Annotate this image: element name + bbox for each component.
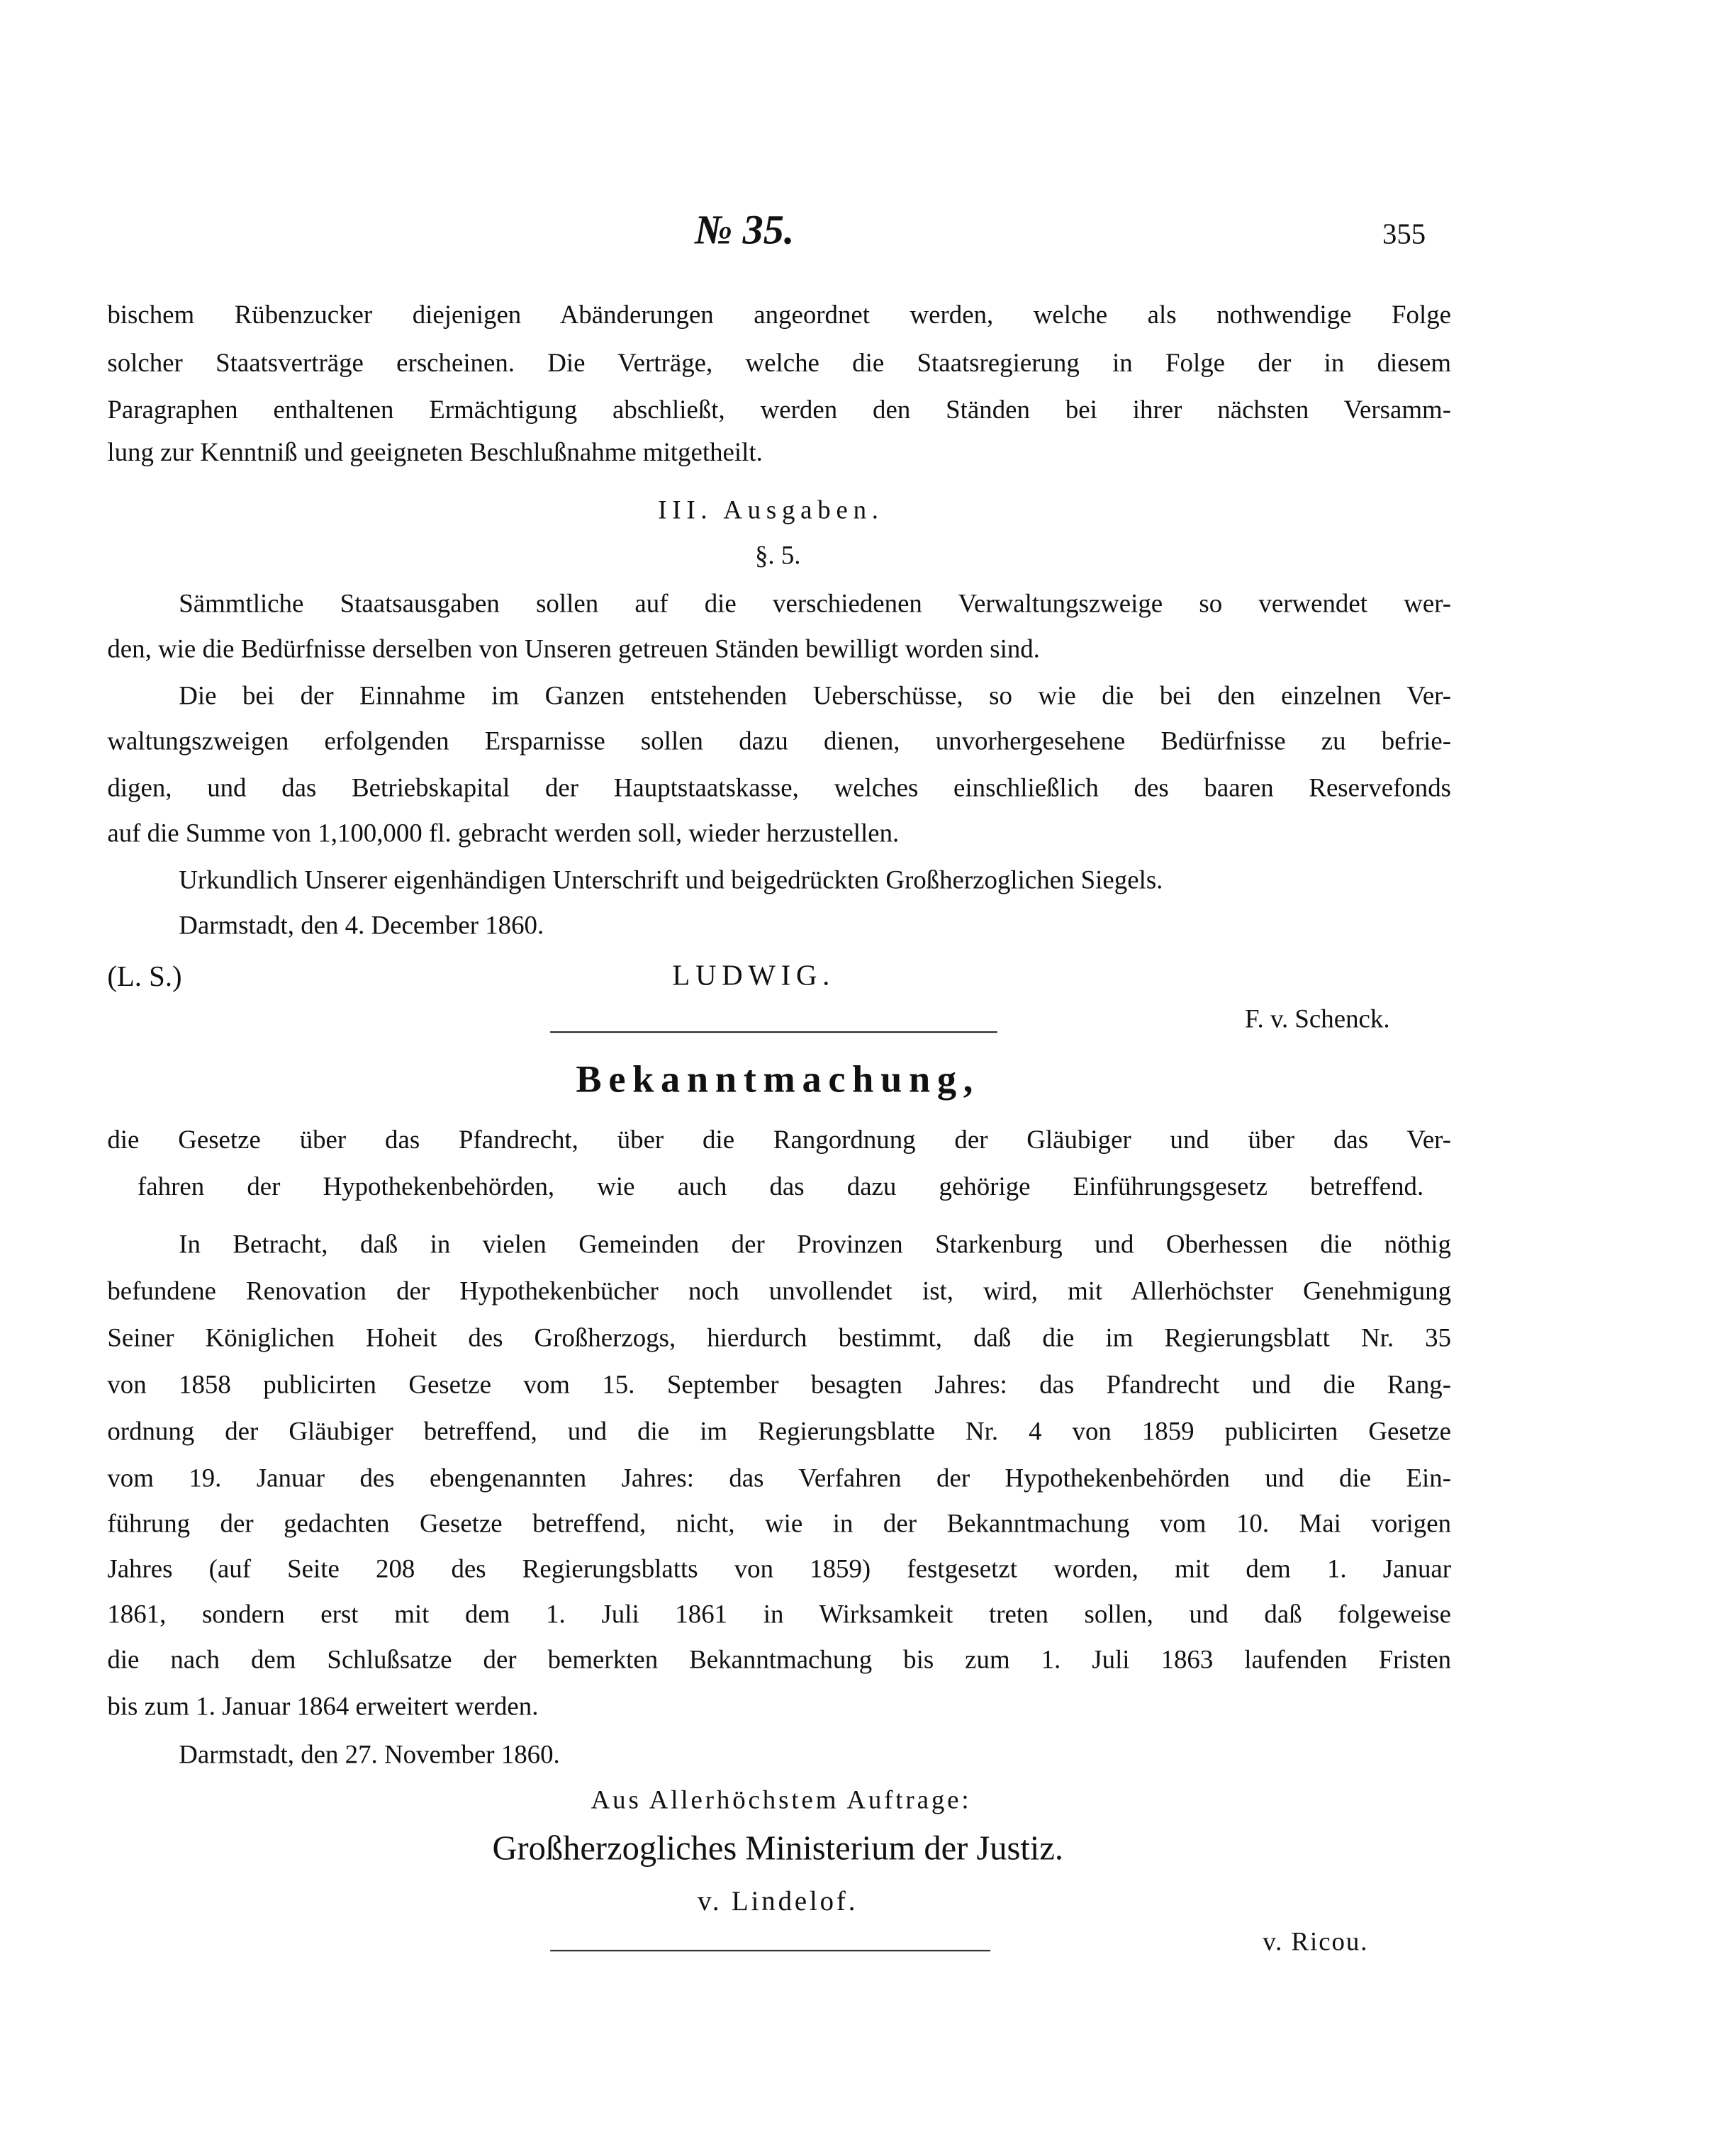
text-line: Die bei der Einnahme im Ganzen entstehenden Ueberschüsse, so wie die bei den einzelnen Ver- xyxy=(179,682,1452,712)
text-line: In Betracht, daß in vielen Gemeinden der Provinzen Starkenburg und Oberhessen die nöthig xyxy=(179,1230,1452,1260)
page-number: 355 xyxy=(1382,217,1426,251)
text-line: 1861, sondern erst mit dem 1. Juli 1861 in Wirksamkeit treten sollen, und daß folgeweise xyxy=(107,1600,1452,1630)
text-line: Paragraphen enthaltenen Ermächtigung abschließt, werden den Ständen bei ihrer nächsten Versamm- xyxy=(107,395,1452,425)
text-line: die nach dem Schlußsatze der bemerkten Bekanntmachung bis zum 1. Juli 1863 laufenden Fristen xyxy=(107,1646,1452,1675)
announcement-title: Bekanntmachung, xyxy=(576,1059,980,1102)
signature-ludwig: LUDWIG. xyxy=(672,958,836,992)
text-line: Sämmtliche Staatsausgaben sollen auf die verschiedenen Verwaltungszweige so verwendet wer- xyxy=(179,590,1452,619)
text-line: digen, und das Betriebskapital der Hauptstaatskasse, welches einschließlich des baaren Reservefonds xyxy=(107,774,1452,804)
text-line: Jahres (auf Seite 208 des Regierungsblatts von 1859) festgesetzt worden, mit dem 1. Januar xyxy=(107,1555,1452,1585)
countersignature: F. v. Schenck. xyxy=(1244,1005,1390,1035)
text-line: bis zum 1. Januar 1864 erweitert werden. xyxy=(107,1692,539,1722)
issue-number: № 35. xyxy=(694,207,795,254)
text-line: auf die Summe von 1,100,000 fl. gebracht werden soll, wieder herzustellen. xyxy=(107,819,900,849)
subtitle-line: die Gesetze über das Pfandrecht, über die Rangordnung der Gläubiger und über das Ver- xyxy=(107,1126,1452,1155)
text-line: den, wie die Bedürfnisse derselben von Unseren getreuen Ständen bewilligt worden sind. xyxy=(107,635,1040,665)
text-line: bischem Rübenzucker diejenigen Abänderungen angeordnet werden, welche als nothwendige Folge xyxy=(107,301,1452,330)
divider xyxy=(550,1950,990,1951)
countersignature: v. Ricou. xyxy=(1263,1928,1369,1958)
date-line: Darmstadt, den 27. November 1860. xyxy=(179,1741,560,1770)
date-line: Darmstadt, den 4. December 1860. xyxy=(179,911,544,941)
text-line: befundene Renovation der Hypothekenbücher noch unvollendet ist, wird, mit Allerhöchster Genehmigung xyxy=(107,1277,1452,1307)
section-heading: III. Ausgaben. xyxy=(658,496,884,526)
divider xyxy=(550,1031,997,1033)
subtitle-line: fahren der Hypothekenbehörden, wie auch das dazu gehörige Einführungsgesetz betreffend. xyxy=(138,1173,1424,1202)
text-line: ordnung der Gläubiger betreffend, und die im Regierungsblatte Nr. 4 von 1859 publicirten Gesetze xyxy=(107,1417,1452,1447)
text-line: solcher Staatsverträge erscheinen. Die Verträge, welche die Staatsregierung in Folge der in diesem xyxy=(107,349,1452,378)
text-line: führung der gedachten Gesetze betreffend, nicht, wie in der Bekanntmachung vom 10. Mai vorigen xyxy=(107,1510,1452,1539)
seal-mark: (L. S.) xyxy=(107,960,182,993)
text-line: waltungszweigen erfolgenden Ersparnisse sollen dazu dienen, unvorhergesehene Bedürfnisse zu befrie- xyxy=(107,727,1452,757)
by-order-line: Aus Allerhöchstem Auftrage: xyxy=(591,1786,972,1816)
ministry-name: Großherzogliches Ministerium der Justiz. xyxy=(492,1830,1064,1868)
paragraph-number: §. 5. xyxy=(754,541,801,571)
signatory: v. Lindelof. xyxy=(698,1887,858,1917)
text-line: vom 19. Januar des ebengenannten Jahres: das Verfahren der Hypothekenbehörden und die Ein- xyxy=(107,1464,1452,1494)
text-line: Urkundlich Unserer eigenhändigen Unterschrift und beigedrückten Großherzoglichen Siegels. xyxy=(179,866,1163,896)
text-line: lung zur Kenntniß und geeigneten Beschlußnahme mitgetheilt. xyxy=(107,438,763,468)
text-line: von 1858 publicirten Gesetze vom 15. September besagten Jahres: das Pfandrecht und die Rang- xyxy=(107,1371,1452,1400)
text-line: Seiner Königlichen Hoheit des Großherzogs, hierdurch bestimmt, daß die im Regierungsblatt Nr. 35 xyxy=(107,1324,1452,1354)
